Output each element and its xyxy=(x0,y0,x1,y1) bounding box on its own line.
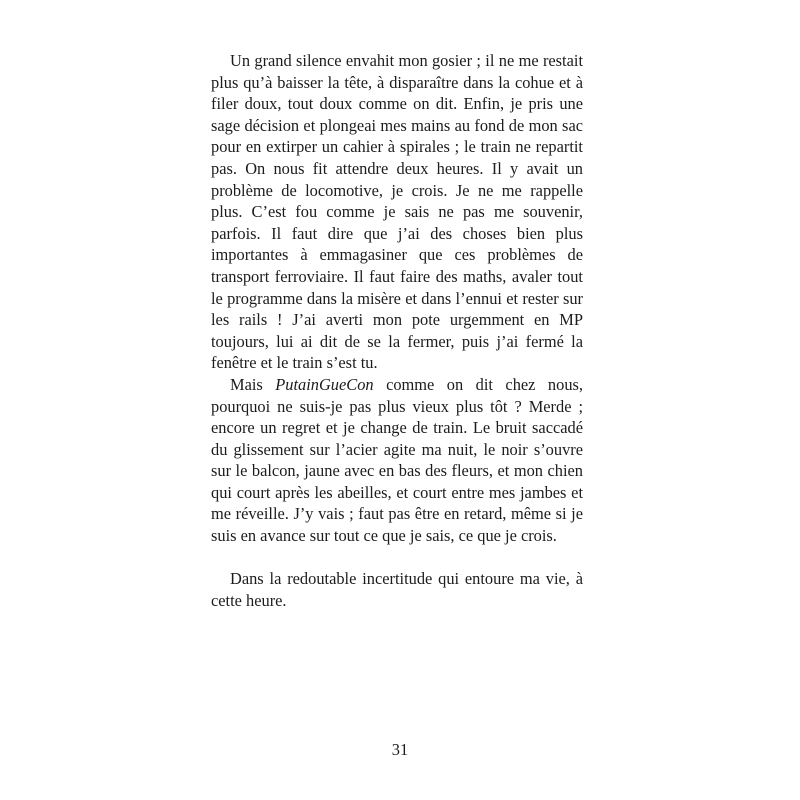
italic-phrase: PutainGueCon xyxy=(275,374,374,394)
paragraph-2 xyxy=(211,374,583,547)
paragraph-3: Dans la redoutable incertitude qui entoure ma vie, à cette heure. xyxy=(211,569,583,610)
page-number: 31 xyxy=(391,740,409,759)
paragraph-2-rest: comme on dit chez nous, pourquoi ne suis-je pas plus vieux plus tôt ? Merde ; encore un regret et je change de train. Le bruit saccadé du glissement sur l’acier agite ma nuit, le noir s’ouvre sur le balcon, jaune avec en bas des fleurs, et mon chien qui court après les abeilles, et court entre mes jambes et me réveille. J’y vais ; faut pas être en retard, même si je suis en avance sur tout ce que je sais, ce que je crois. xyxy=(211,374,583,546)
paragraph-2-start: Mais xyxy=(230,374,276,394)
paragraph-1: Un grand silence envahit mon gosier ; il ne me restait plus qu’à baisser la tête, à disparaître dans la cohue et à filer doux, tout doux comme on dit. Enfin, je pris une sage décision et plongeai mes mains au fond de mon sac pour en extirper un cahier à spirales ; le train ne repartit pas. On nous fit attendre deux heures. Il y avait un problème de locomotive, je crois. Je ne me rappelle plus. C’est fou comme je sais ne pas me souvenir, parfois. Il faut dire que j’ai des choses bien plus importantes à emmagasiner que ces problèmes de transport ferroviaire. Il faut faire des maths, avaler tout le programme dans la misère et dans l’ennui et rester sur les rails ! J’ai averti mon pote urgemment en MP toujours, lui ai dit de se la fermer, puis j’ai fermé la fenêtre et le train s’est tu. xyxy=(211,51,583,373)
page-text-block xyxy=(211,50,583,611)
